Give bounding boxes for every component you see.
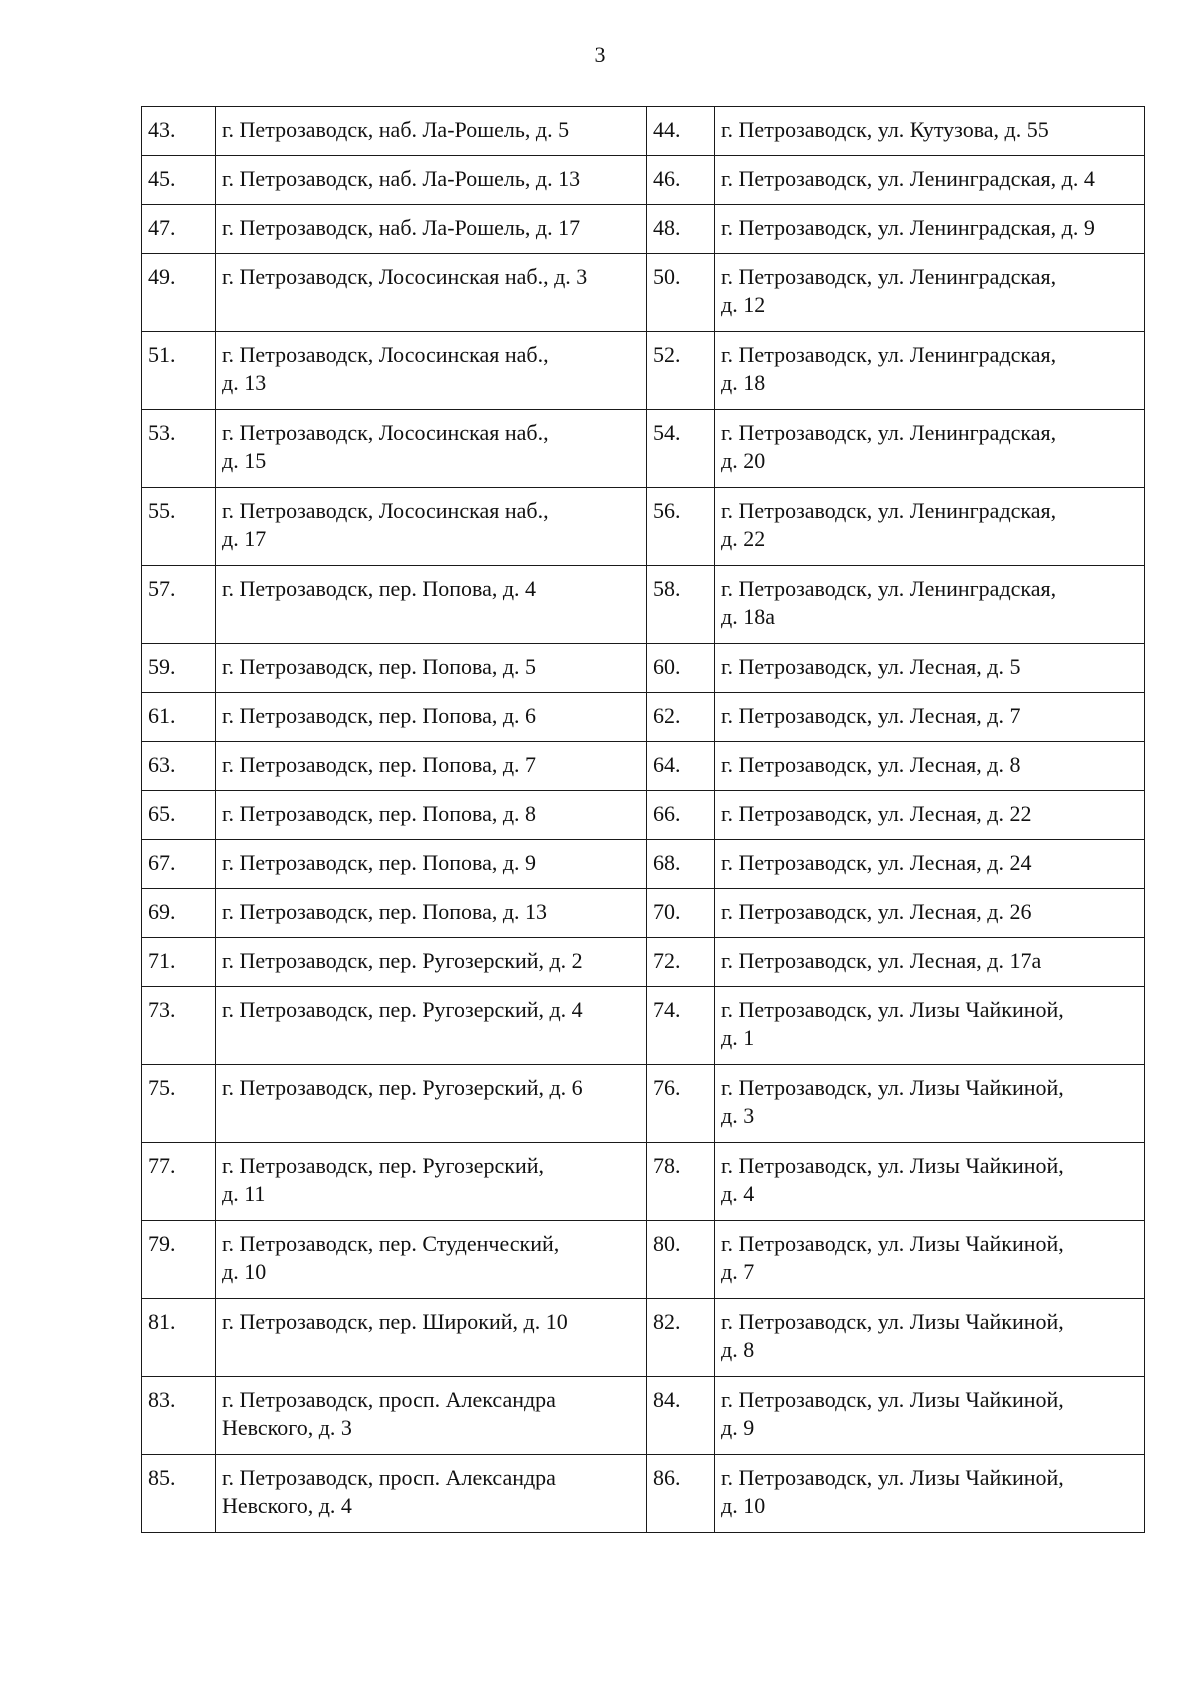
row-number-right: 54. bbox=[647, 410, 715, 488]
address-right: г. Петрозаводск, ул. Лесная, д. 7 bbox=[715, 693, 1145, 742]
table-row bbox=[142, 410, 1145, 488]
address-right: г. Петрозаводск, ул. Ленинградская, д. 12 bbox=[715, 254, 1145, 332]
row-number-left: 73. bbox=[142, 987, 216, 1065]
table-row bbox=[142, 156, 1145, 205]
address-right: г. Петрозаводск, ул. Ленинградская, д. 4 bbox=[715, 156, 1145, 205]
row-number-right: 68. bbox=[647, 840, 715, 889]
address-right: г. Петрозаводск, ул. Кутузова, д. 55 bbox=[715, 107, 1145, 156]
table-row bbox=[142, 566, 1145, 644]
row-number-right: 84. bbox=[647, 1377, 715, 1455]
address-left: г. Петрозаводск, пер. Попова, д. 8 bbox=[216, 791, 647, 840]
row-number-right: 60. bbox=[647, 644, 715, 693]
address-right: г. Петрозаводск, ул. Ленинградская, д. 9 bbox=[715, 205, 1145, 254]
address-right: г. Петрозаводск, ул. Лесная, д. 22 bbox=[715, 791, 1145, 840]
address-left: г. Петрозаводск, пер. Студенческий, д. 10 bbox=[216, 1221, 647, 1299]
row-number-left: 45. bbox=[142, 156, 216, 205]
address-table bbox=[141, 106, 1145, 1533]
address-right: г. Петрозаводск, ул. Лесная, д. 26 bbox=[715, 889, 1145, 938]
row-number-right: 66. bbox=[647, 791, 715, 840]
address-left: г. Петрозаводск, Лососинская наб., д. 15 bbox=[216, 410, 647, 488]
address-left: г. Петрозаводск, пер. Попова, д. 6 bbox=[216, 693, 647, 742]
row-number-right: 46. bbox=[647, 156, 715, 205]
table-row bbox=[142, 938, 1145, 987]
table-row bbox=[142, 693, 1145, 742]
table-row bbox=[142, 488, 1145, 566]
address-left: г. Петрозаводск, пер. Попова, д. 7 bbox=[216, 742, 647, 791]
address-right: г. Петрозаводск, ул. Лесная, д. 8 bbox=[715, 742, 1145, 791]
row-number-right: 74. bbox=[647, 987, 715, 1065]
address-right: г. Петрозаводск, ул. Лесная, д. 17а bbox=[715, 938, 1145, 987]
address-left: г. Петрозаводск, наб. Ла-Рошель, д. 13 bbox=[216, 156, 647, 205]
row-number-left: 43. bbox=[142, 107, 216, 156]
address-left: г. Петрозаводск, пер. Попова, д. 13 bbox=[216, 889, 647, 938]
row-number-right: 52. bbox=[647, 332, 715, 410]
address-left: г. Петрозаводск, пер. Ругозерский, д. 2 bbox=[216, 938, 647, 987]
table-row bbox=[142, 644, 1145, 693]
table-row bbox=[142, 987, 1145, 1065]
row-number-left: 69. bbox=[142, 889, 216, 938]
address-left: г. Петрозаводск, пер. Ругозерский, д. 4 bbox=[216, 987, 647, 1065]
table-row bbox=[142, 1377, 1145, 1455]
address-right: г. Петрозаводск, ул. Лизы Чайкиной, д. 8 bbox=[715, 1299, 1145, 1377]
address-right: г. Петрозаводск, ул. Ленинградская, д. 18а bbox=[715, 566, 1145, 644]
table-row bbox=[142, 205, 1145, 254]
row-number-right: 56. bbox=[647, 488, 715, 566]
row-number-left: 71. bbox=[142, 938, 216, 987]
address-right: г. Петрозаводск, ул. Лизы Чайкиной, д. 1 bbox=[715, 987, 1145, 1065]
address-left: г. Петрозаводск, просп. Александра Невского, д. 4 bbox=[216, 1455, 647, 1533]
row-number-right: 50. bbox=[647, 254, 715, 332]
address-right: г. Петрозаводск, ул. Лизы Чайкиной, д. 10 bbox=[715, 1455, 1145, 1533]
row-number-right: 86. bbox=[647, 1455, 715, 1533]
address-left: г. Петрозаводск, Лососинская наб., д. 13 bbox=[216, 332, 647, 410]
row-number-left: 53. bbox=[142, 410, 216, 488]
address-left: г. Петрозаводск, пер. Попова, д. 4 bbox=[216, 566, 647, 644]
row-number-left: 63. bbox=[142, 742, 216, 791]
address-left: г. Петрозаводск, Лососинская наб., д. 3 bbox=[216, 254, 647, 332]
table-row bbox=[142, 254, 1145, 332]
address-right: г. Петрозаводск, ул. Лизы Чайкиной, д. 3 bbox=[715, 1065, 1145, 1143]
page-number: 3 bbox=[594, 42, 606, 67]
address-left: г. Петрозаводск, пер. Ругозерский, д. 11 bbox=[216, 1143, 647, 1221]
row-number-right: 72. bbox=[647, 938, 715, 987]
table-row bbox=[142, 107, 1145, 156]
row-number-right: 78. bbox=[647, 1143, 715, 1221]
table-row bbox=[142, 1455, 1145, 1533]
row-number-left: 59. bbox=[142, 644, 216, 693]
row-number-left: 85. bbox=[142, 1455, 216, 1533]
row-number-left: 79. bbox=[142, 1221, 216, 1299]
address-left: г. Петрозаводск, пер. Ругозерский, д. 6 bbox=[216, 1065, 647, 1143]
row-number-right: 80. bbox=[647, 1221, 715, 1299]
address-left: г. Петрозаводск, Лососинская наб., д. 17 bbox=[216, 488, 647, 566]
address-left: г. Петрозаводск, наб. Ла-Рошель, д. 17 bbox=[216, 205, 647, 254]
table-row bbox=[142, 791, 1145, 840]
row-number-left: 55. bbox=[142, 488, 216, 566]
address-right: г. Петрозаводск, ул. Ленинградская, д. 18 bbox=[715, 332, 1145, 410]
table-row bbox=[142, 742, 1145, 791]
address-right: г. Петрозаводск, ул. Лизы Чайкиной, д. 7 bbox=[715, 1221, 1145, 1299]
row-number-left: 49. bbox=[142, 254, 216, 332]
table-row bbox=[142, 1065, 1145, 1143]
row-number-left: 81. bbox=[142, 1299, 216, 1377]
address-right: г. Петрозаводск, ул. Лизы Чайкиной, д. 4 bbox=[715, 1143, 1145, 1221]
table-row bbox=[142, 889, 1145, 938]
row-number-right: 76. bbox=[647, 1065, 715, 1143]
address-right: г. Петрозаводск, ул. Ленинградская, д. 22 bbox=[715, 488, 1145, 566]
row-number-right: 64. bbox=[647, 742, 715, 791]
row-number-right: 58. bbox=[647, 566, 715, 644]
address-table-body bbox=[142, 107, 1145, 1533]
table-row bbox=[142, 332, 1145, 410]
address-right: г. Петрозаводск, ул. Лесная, д. 24 bbox=[715, 840, 1145, 889]
address-left: г. Петрозаводск, пер. Широкий, д. 10 bbox=[216, 1299, 647, 1377]
row-number-right: 62. bbox=[647, 693, 715, 742]
row-number-left: 51. bbox=[142, 332, 216, 410]
row-number-right: 82. bbox=[647, 1299, 715, 1377]
row-number-left: 61. bbox=[142, 693, 216, 742]
row-number-right: 48. bbox=[647, 205, 715, 254]
row-number-left: 57. bbox=[142, 566, 216, 644]
row-number-left: 75. bbox=[142, 1065, 216, 1143]
address-left: г. Петрозаводск, пер. Попова, д. 5 bbox=[216, 644, 647, 693]
address-right: г. Петрозаводск, ул. Лесная, д. 5 bbox=[715, 644, 1145, 693]
row-number-left: 83. bbox=[142, 1377, 216, 1455]
table-row bbox=[142, 840, 1145, 889]
row-number-right: 44. bbox=[647, 107, 715, 156]
address-left: г. Петрозаводск, просп. Александра Невского, д. 3 bbox=[216, 1377, 647, 1455]
row-number-left: 67. bbox=[142, 840, 216, 889]
address-right: г. Петрозаводск, ул. Лизы Чайкиной, д. 9 bbox=[715, 1377, 1145, 1455]
address-left: г. Петрозаводск, пер. Попова, д. 9 bbox=[216, 840, 647, 889]
row-number-left: 65. bbox=[142, 791, 216, 840]
table-row bbox=[142, 1143, 1145, 1221]
row-number-left: 47. bbox=[142, 205, 216, 254]
row-number-right: 70. bbox=[647, 889, 715, 938]
address-left: г. Петрозаводск, наб. Ла-Рошель, д. 5 bbox=[216, 107, 647, 156]
table-row bbox=[142, 1221, 1145, 1299]
address-right: г. Петрозаводск, ул. Ленинградская, д. 20 bbox=[715, 410, 1145, 488]
row-number-left: 77. bbox=[142, 1143, 216, 1221]
table-row bbox=[142, 1299, 1145, 1377]
